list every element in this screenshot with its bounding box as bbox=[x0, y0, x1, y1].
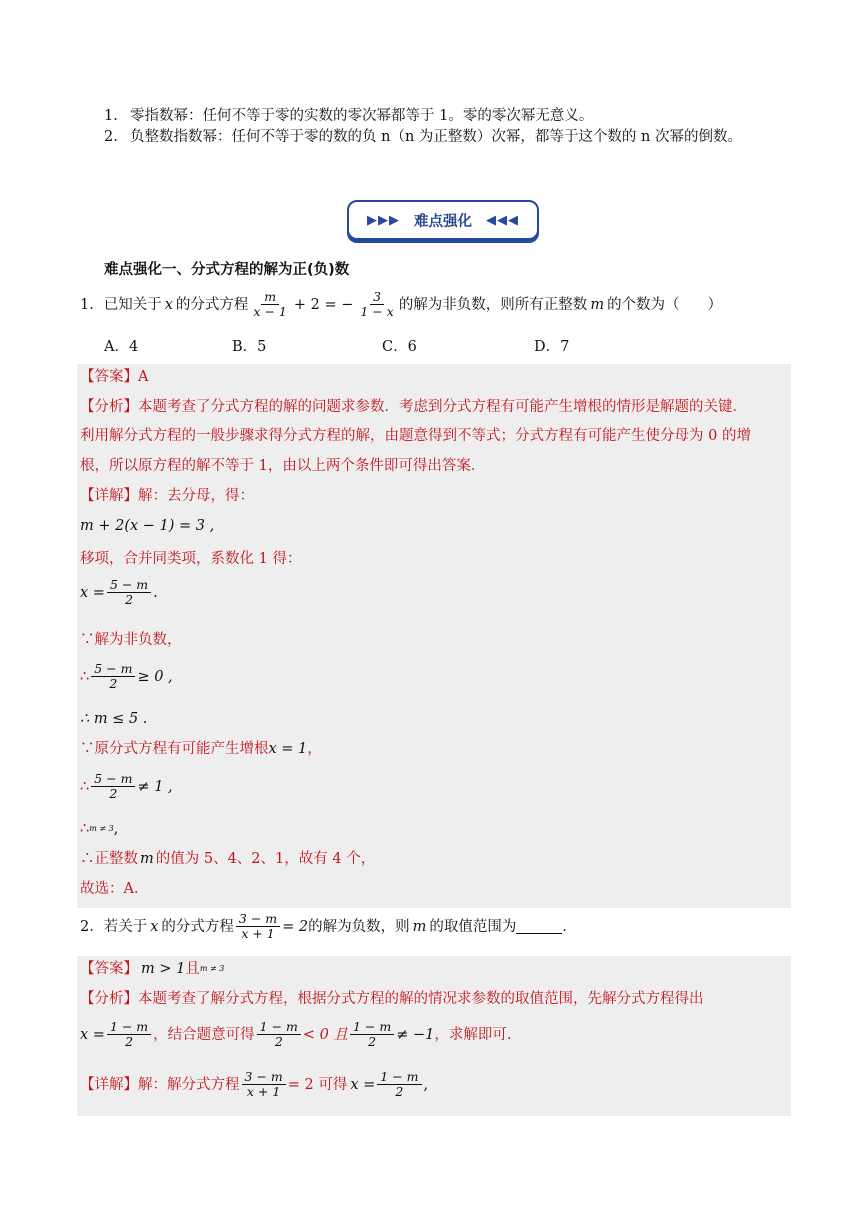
therefore-sign: ∴ bbox=[80, 821, 90, 837]
therefore-text-2: 的值为 5、4、2、1，故有 4 个， bbox=[155, 851, 376, 867]
list-number: 2. bbox=[104, 129, 118, 145]
frac-num: 3 bbox=[370, 290, 384, 305]
therefore-line-5 bbox=[80, 849, 375, 869]
list-text: 零指数幂：任何不等于零的实数的零次幂都等于 1。零的零次幂无意义。 bbox=[130, 108, 594, 124]
answer-expr: m > 1 bbox=[141, 961, 186, 977]
frac-num: 5 − m bbox=[107, 578, 151, 593]
therefore-line-4 bbox=[80, 819, 118, 839]
frac-num: 5 − m bbox=[91, 772, 135, 787]
comma: , bbox=[113, 821, 119, 837]
therefore-line: ∴ m ≤ 5 . bbox=[80, 711, 148, 727]
eq-tail: . bbox=[153, 584, 158, 601]
inequality-2 bbox=[80, 772, 173, 801]
var-m: m bbox=[590, 296, 605, 313]
fraction bbox=[107, 578, 151, 607]
option-d: D．7 bbox=[534, 339, 570, 355]
frac-den: 2 bbox=[274, 1034, 283, 1049]
badge-label: 难点强化 bbox=[414, 213, 472, 230]
left-arrows-icon: ◀◀◀ bbox=[486, 212, 519, 228]
frac-den: x + 1 bbox=[241, 926, 275, 941]
because-text: ∵原分式方程有可能产生增根 bbox=[80, 741, 269, 757]
analysis-mid: ，结合题意可得 bbox=[153, 1026, 255, 1043]
frac-den: x + 1 bbox=[246, 1084, 281, 1099]
final-choice: 故选：A． bbox=[80, 881, 149, 897]
q1-suffix2: 的个数为（ bbox=[607, 296, 680, 313]
tiny-expr: m ≠ 3 bbox=[199, 964, 225, 973]
analysis-lt: < 0 且 bbox=[302, 1026, 348, 1043]
frac-num: 1 − m bbox=[377, 1070, 421, 1085]
frac-num: 1 − m bbox=[107, 1020, 151, 1035]
analysis-line: 利用解分式方程的一般步骤求得分式方程的解，由题意得到不等式；分式方程有可能产生使分母为 0 的增 bbox=[80, 428, 751, 444]
option-b: B．5 bbox=[232, 339, 267, 355]
var-m: m bbox=[140, 851, 154, 867]
fraction bbox=[91, 772, 135, 801]
q2-prefix: 2．若关于 bbox=[80, 918, 148, 935]
fraction bbox=[250, 290, 289, 319]
frac-num: m bbox=[261, 290, 279, 305]
detail-x: x = bbox=[350, 1076, 376, 1093]
frac-den: 2 bbox=[368, 1034, 377, 1049]
fraction bbox=[91, 662, 135, 691]
equation-x bbox=[80, 578, 158, 607]
q1-close: ） bbox=[707, 296, 723, 313]
fraction bbox=[350, 1020, 394, 1049]
right-arrows-icon: ▶▶▶ bbox=[367, 212, 400, 228]
q2-suffix2: 的取值范围为 bbox=[429, 918, 517, 935]
list-number: 1. bbox=[104, 108, 118, 124]
because-line: ∵解为非负数， bbox=[80, 632, 182, 648]
eq-left: x = bbox=[80, 1026, 105, 1043]
eq-left: x = bbox=[80, 584, 105, 601]
step-text: 移项，合并同类项，系数化 1 得： bbox=[80, 551, 302, 567]
fraction bbox=[242, 1070, 286, 1099]
inequality-1 bbox=[80, 662, 173, 691]
analysis-line: 根，所以原方程的解不等于 1，由以上两个条件即可得出答案． bbox=[80, 458, 486, 474]
frac-den: 1 − x bbox=[360, 304, 394, 319]
answer-and: 且 bbox=[185, 961, 200, 977]
question-2 bbox=[80, 912, 577, 941]
detail-eq: = 2 可得 bbox=[287, 1076, 348, 1093]
intro-item-1 bbox=[104, 106, 593, 126]
answer-label: 【答案】 bbox=[80, 961, 138, 977]
fraction bbox=[107, 1020, 151, 1049]
section-badge bbox=[347, 200, 539, 240]
q2-suffix: 的解为负数，则 bbox=[308, 918, 410, 935]
option-c: C．6 bbox=[382, 339, 417, 355]
detail-head: 【详解】解：解分式方程 bbox=[80, 1076, 240, 1093]
fraction bbox=[257, 1020, 301, 1049]
var-x: x bbox=[164, 296, 173, 313]
q1-prefix: 1．已知关于 bbox=[80, 296, 162, 313]
frac-num: 3 − m bbox=[242, 1070, 286, 1085]
frac-num: 5 − m bbox=[91, 662, 135, 677]
frac-num: 1 − m bbox=[350, 1020, 394, 1035]
intro-item-2 bbox=[104, 127, 742, 147]
frac-num: 3 − m bbox=[236, 912, 280, 927]
ineq-tail: ≥ 0 , bbox=[137, 668, 173, 685]
analysis-line-2 bbox=[80, 1020, 511, 1049]
answer-2 bbox=[80, 959, 224, 979]
q2-mid: 的分式方程 bbox=[161, 918, 234, 935]
var-m: m bbox=[412, 918, 427, 935]
detail-2 bbox=[80, 1070, 428, 1099]
frac-den: 2 bbox=[109, 786, 118, 801]
because-tail: ， bbox=[307, 741, 322, 757]
frac-den: 2 bbox=[395, 1084, 404, 1099]
tiny-expr: m ≠ 3 bbox=[89, 824, 114, 833]
q2-eq: = 2 bbox=[282, 918, 309, 935]
analysis-ne: ≠ −1 bbox=[396, 1026, 435, 1043]
because-line-2 bbox=[80, 739, 322, 759]
analysis-line: 【分析】本题考查了分式方程的解的问题求参数．考虑到分式方程有可能产生增根的情形是解题的关键． bbox=[80, 399, 747, 415]
equation: m + 2(x − 1) = 3 , bbox=[80, 518, 215, 534]
option-a: A．4 bbox=[104, 339, 139, 355]
analysis-tail: ，求解即可. bbox=[434, 1026, 512, 1043]
list-text: 负整数指数幂：任何不等于零的数的负 n（n 为正整数）次幂，都等于这个数的 n 次幂的倒数。 bbox=[130, 129, 742, 145]
fraction bbox=[357, 290, 396, 319]
therefore-sign: ∴ bbox=[80, 778, 90, 795]
analysis-line: 【分析】本题考查了解分式方程，根据分式方程的解的情况求参数的取值范围，先解分式方程得出 bbox=[80, 991, 704, 1007]
frac-den: 2 bbox=[125, 1034, 134, 1049]
ineq-tail: ≠ 1 , bbox=[137, 778, 173, 795]
question-1 bbox=[80, 290, 722, 319]
q1-mid: 的分式方程 bbox=[175, 296, 249, 313]
fraction bbox=[377, 1070, 421, 1099]
therefore-sign: ∴ bbox=[80, 668, 90, 685]
because-eq: x = 1 bbox=[268, 741, 308, 757]
q1-eq: + 2 = − bbox=[293, 296, 354, 313]
q1-suffix: 的解为非负数，则所有正整数 bbox=[398, 296, 588, 313]
frac-den: x − 1 bbox=[253, 304, 287, 319]
section-title: 难点强化一、分式方程的解为正(负)数 bbox=[104, 262, 350, 278]
answer-blank bbox=[516, 919, 562, 934]
frac-num: 1 − m bbox=[257, 1020, 301, 1035]
frac-den: 2 bbox=[109, 676, 118, 691]
var-x: x bbox=[150, 918, 159, 935]
fraction bbox=[236, 912, 280, 941]
answer-label: 【答案】A bbox=[80, 369, 149, 385]
detail-head: 【详解】解：去分母，得： bbox=[80, 488, 254, 504]
frac-den: 2 bbox=[125, 592, 134, 607]
q2-end: ． bbox=[562, 918, 577, 935]
therefore-text: ∴正整数 bbox=[80, 851, 138, 867]
detail-tail: , bbox=[423, 1076, 429, 1093]
